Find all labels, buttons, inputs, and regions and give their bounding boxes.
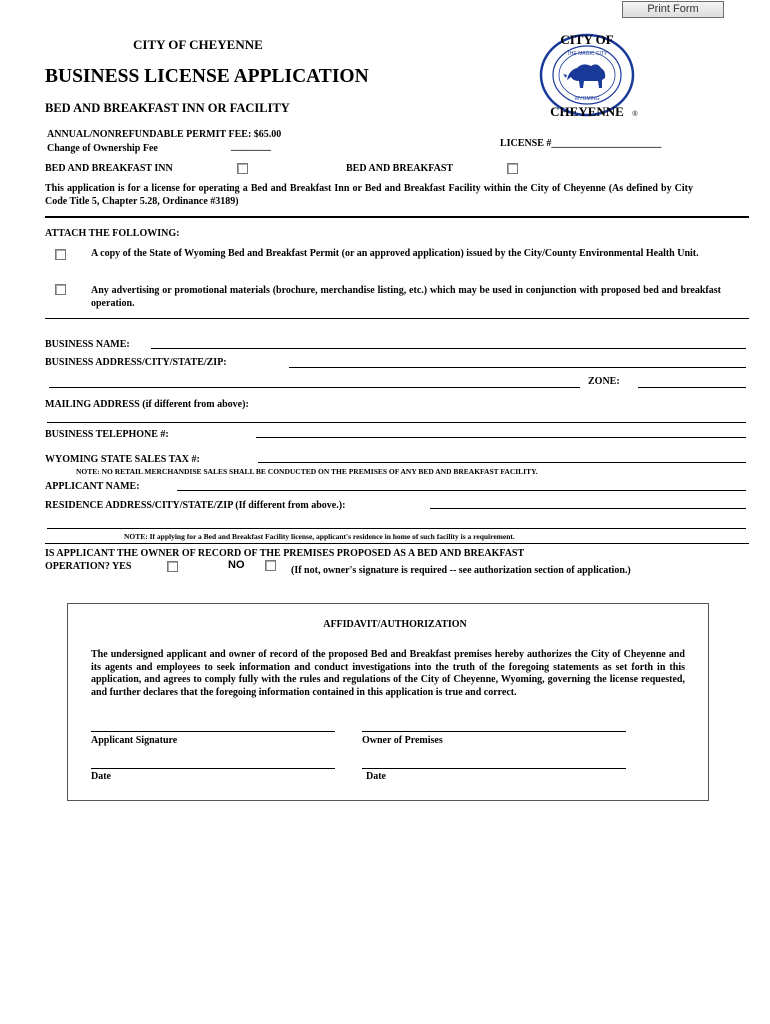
bed-and-breakfast-facility-label: BED AND BREAKFAST <box>346 163 454 174</box>
owner-question: IS APPLICANT THE OWNER OF RECORD OF THE PREMISES PROPOSED AS A BED AND BREAKFAST <box>45 548 525 559</box>
change-of-ownership-fee: Change of Ownership Fee <box>47 143 158 154</box>
svg-text:CHEYENNE: CHEYENNE <box>550 104 624 119</box>
zone-field[interactable] <box>638 387 746 388</box>
svg-text:®: ® <box>632 111 638 118</box>
owner-of-premises-label: Owner of Premises <box>362 735 443 746</box>
bed-and-breakfast-inn-checkbox[interactable] <box>237 163 248 174</box>
city-seal-logo <box>534 30 640 122</box>
change-fee-blank[interactable]: ________ <box>231 141 271 152</box>
owner-yes-checkbox[interactable] <box>167 561 178 572</box>
svg-text:CITY OF: CITY OF <box>560 32 614 47</box>
residence-address-field-line2[interactable] <box>47 528 746 529</box>
applicant-signature-field[interactable] <box>91 731 335 732</box>
permit-fee: ANNUAL/NONREFUNDABLE PERMIT FEE: $65.00 <box>47 129 282 140</box>
attach-state-permit-checkbox[interactable] <box>55 249 66 260</box>
page-title: BUSINESS LICENSE APPLICATION <box>45 66 369 87</box>
print-form-button[interactable]: Print Form <box>622 1 724 18</box>
owner-no-label: NO <box>228 559 245 571</box>
affidavit-section <box>67 603 709 801</box>
bed-and-breakfast-facility-checkbox[interactable] <box>507 163 518 174</box>
svg-text:WYOMING: WYOMING <box>574 96 600 102</box>
owner-date-label: Date <box>366 771 386 782</box>
section-divider <box>45 318 749 319</box>
attach-heading: ATTACH THE FOLLOWING: <box>45 228 180 239</box>
affidavit-body: The undersigned applicant and owner of record of the proposed Bed and Breakfast premises hereby authorizes the City of Cheyenne and its agents and employees to seek information and conduct investigations into the truth of the foregoing statements as set forth in this application, and agrees to comply fully with the rules and regulations of the City of Cheyenne, Wyoming, governing the license requested, and further declares that the foregoing information contained in this application is true and correct. <box>91 649 685 698</box>
zone-label: ZONE: <box>588 376 620 387</box>
sales-tax-label: WYOMING STATE SALES TAX #: <box>45 454 200 465</box>
license-number-field[interactable]: ______________________ <box>551 138 662 149</box>
attach-advertising-checkbox[interactable] <box>55 284 66 295</box>
owner-date-field[interactable] <box>362 768 626 769</box>
business-name-label: BUSINESS NAME: <box>45 339 130 350</box>
owner-signature-note: (If not, owner's signature is required -- see authorization section of application.) <box>291 565 631 576</box>
residence-address-field[interactable] <box>430 508 746 509</box>
bed-and-breakfast-inn-label: BED AND BREAKFAST INN <box>45 163 173 174</box>
sales-tax-field[interactable] <box>258 462 746 463</box>
business-telephone-field[interactable] <box>256 437 746 438</box>
retail-sales-note: NOTE: NO RETAIL MERCHANDISE SALES SHALL BE CONDUCTED ON THE PREMISES OF ANY BED AND BREAKFAST FACILITY. <box>76 467 538 476</box>
license-number-label: LICENSE #______________________ <box>500 138 662 149</box>
section-divider <box>45 216 749 218</box>
business-address-label: BUSINESS ADDRESS/CITY/STATE/ZIP: <box>45 357 227 368</box>
section-divider <box>45 543 749 544</box>
svg-text:THE MAGIC CITY: THE MAGIC CITY <box>566 51 608 57</box>
business-address-field[interactable] <box>289 367 746 368</box>
attach-item-state-permit: A copy of the State of Wyoming Bed and Breakfast Permit (or an approved application) issued by the City/County Environmental Health Unit. <box>91 248 699 259</box>
page-subtitle: BED AND BREAKFAST INN OR FACILITY <box>45 101 290 115</box>
business-telephone-label: BUSINESS TELEPHONE #: <box>45 429 169 440</box>
mailing-address-field[interactable] <box>47 422 746 423</box>
applicant-name-label: APPLICANT NAME: <box>45 481 140 492</box>
business-name-field[interactable] <box>151 348 746 349</box>
applicant-date-label: Date <box>91 771 111 782</box>
attach-item-advertising: Any advertising or promotional materials (brochure, merchandise listing, etc.) which may be used in conjunction with proposed bed and breakfast operation. <box>91 285 721 309</box>
mailing-address-label: MAILING ADDRESS (if different from above): <box>45 399 249 410</box>
intro-text: This application is for a license for operating a Bed and Breakfast Inn or Bed and Breakfast Facility within the City of Cheyenne (As defined by City Code Title 5, Chapter 5.28, Ordinance #3189) <box>45 183 693 207</box>
city-name: CITY OF CHEYENNE <box>133 37 263 52</box>
applicant-signature-label: Applicant Signature <box>91 735 178 746</box>
affidavit-heading: AFFIDAVIT/AUTHORIZATION <box>323 619 467 630</box>
owner-signature-field[interactable] <box>362 731 626 732</box>
business-address-field-line2[interactable] <box>49 387 580 388</box>
residence-requirement-note: NOTE: If applying for a Bed and Breakfast Facility license, applicant's residence in home of such facility is a requirement. <box>124 532 515 541</box>
owner-no-checkbox[interactable] <box>265 560 276 571</box>
applicant-date-field[interactable] <box>91 768 335 769</box>
residence-address-label: RESIDENCE ADDRESS/CITY/STATE/ZIP (If different from above.): <box>45 500 346 511</box>
applicant-name-field[interactable] <box>177 490 746 491</box>
owner-question-yes-label: OPERATION? YES <box>45 561 132 572</box>
